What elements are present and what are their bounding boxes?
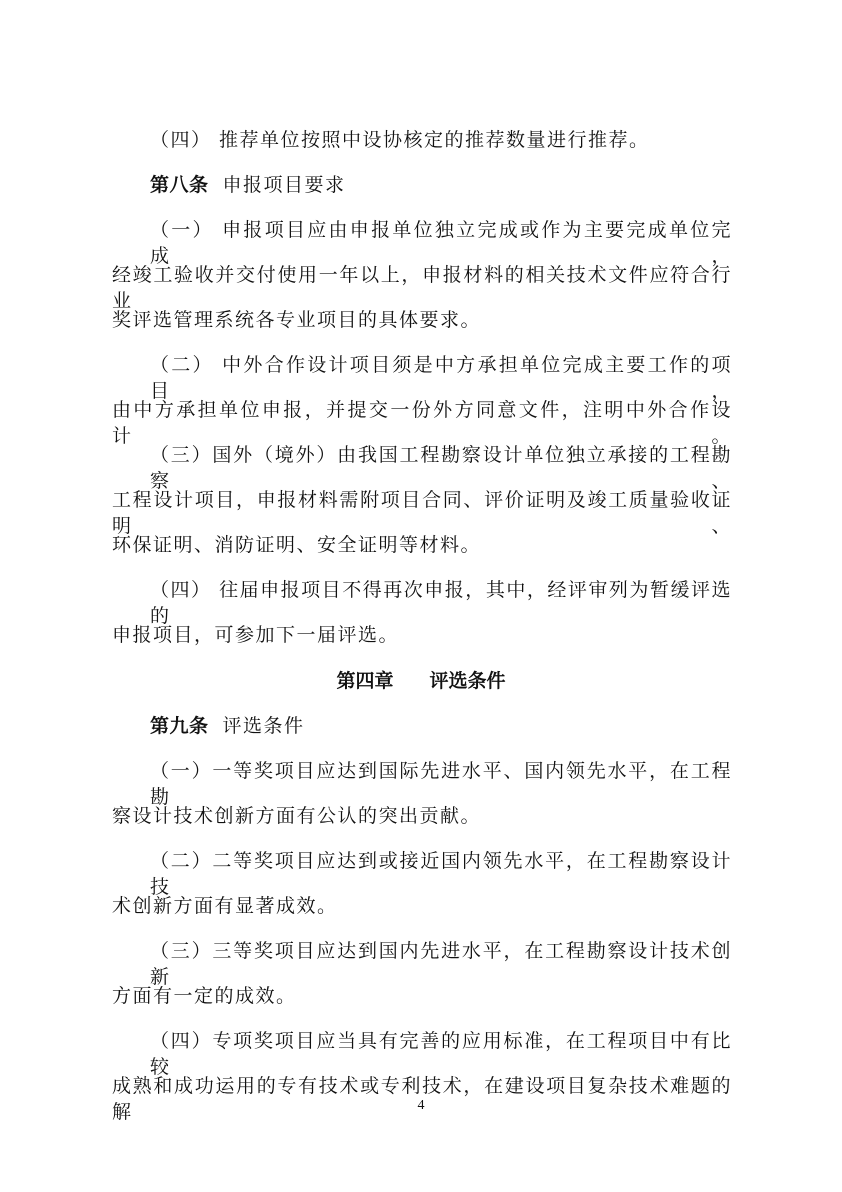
chapter-title: 评选条件 [429,670,506,692]
chapter-heading [0,668,842,694]
paragraph-line: （四）专项奖项目应当具有完善的应用标准，在工程项目中有比较 [150,1030,732,1078]
paragraph-line: （三）三等奖项目应达到国内先进水平，在工程勘察设计技术创新 [150,940,732,988]
article-number: 第八条 [150,174,209,196]
paragraph-line: （四） 往届申报项目不得再次申报，其中，经评审列为暂缓评选的 [150,579,732,627]
paragraph-line: （一）一等奖项目应达到国际先进水平、国内领先水平，在工程勘 [150,760,732,808]
paragraph-line: 术创新方面有显著成效。 [112,895,338,917]
paragraph-line: （三）国外（境外）由我国工程勘察设计单位独立承接的工程勘察、 [150,444,732,492]
paragraph-line: （二）二等奖项目应达到或接近国内领先水平，在工程勘察设计技 [150,850,732,898]
article-heading [150,713,732,739]
paragraph-line: 经竣工验收并交付使用一年以上，申报材料的相关技术文件应符合行业 [112,264,732,312]
article-title: 评选条件 [222,715,305,737]
paragraph-line: （二） 中外合作设计项目须是中方承担单位完成主要工作的项目， [150,354,732,402]
article-heading [150,172,732,198]
paragraph-line: （一） 申报项目应由申报单位独立完成或作为主要完成单位完成， [150,219,732,267]
paragraph-line: 申报项目，可参加下一届评选。 [112,624,400,646]
paragraph-line: 由中方承担单位申报，并提交一份外方同意文件，注明中外合作设计。 [112,399,732,447]
paragraph-line: 成熟和成功运用的专有技术或专利技术，在建设项目复杂技术难题的解 [112,1075,732,1123]
paragraph-line: 环保证明、消防证明、安全证明等材料。 [112,534,482,556]
chapter-number: 第四章 [336,670,394,692]
paragraph-line: 奖评选管理系统各专业项目的具体要求。 [112,309,482,331]
article-number: 第九条 [150,715,209,737]
article-title: 申报项目要求 [222,174,346,196]
paragraph-line: （四） 推荐单位按照中设协核定的推荐数量进行推荐。 [150,129,650,151]
paragraph-line: 方面有一定的成效。 [112,985,297,1007]
page-number: 4 [417,1098,425,1113]
paragraph-line: 工程设计项目，申报材料需附项目合同、评价证明及竣工质量验收证明、 [112,489,732,537]
paragraph-line: 察设计技术创新方面有公认的突出贡献。 [112,805,482,827]
